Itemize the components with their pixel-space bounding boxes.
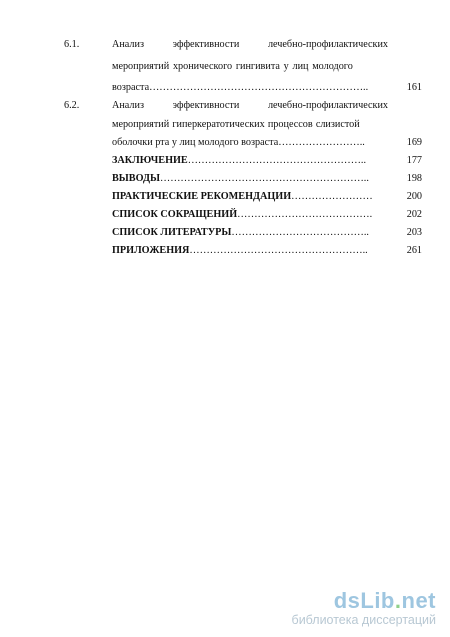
entry-line-3: оболочки рта у лиц молодого возраста…………………….. bbox=[112, 137, 365, 148]
entry-title: ПРИЛОЖЕНИЯ bbox=[112, 245, 190, 256]
page-number: 203 bbox=[406, 227, 422, 238]
page-number: 198 bbox=[406, 173, 422, 184]
toc-entry-recommendations[interactable] bbox=[112, 188, 388, 206]
entry-title: СПИСОК ЛИТЕРАТУРЫ bbox=[112, 227, 232, 238]
section-number: 6.2. bbox=[64, 100, 80, 111]
section-number: 6.1. bbox=[64, 39, 80, 50]
dot-leader: …………………………………………….. bbox=[189, 245, 368, 256]
entry-line-1 bbox=[112, 36, 388, 54]
entry-title: ВЫВОДЫ bbox=[112, 173, 161, 184]
page-number: 161 bbox=[406, 82, 422, 93]
dot-leader: …………………………………. bbox=[237, 209, 373, 220]
watermark-subtitle: библиотека диссертаций bbox=[291, 613, 436, 627]
toc-entry-literature[interactable] bbox=[112, 224, 388, 242]
toc-entry-abbreviations[interactable] bbox=[112, 206, 388, 224]
dot-leader: ………………………………….. bbox=[231, 227, 369, 238]
entry-word: эффективности bbox=[172, 100, 240, 111]
page-number: 169 bbox=[406, 137, 422, 148]
entry-word: Анализ bbox=[112, 39, 144, 50]
entry-word: лечебно-профилактических bbox=[267, 100, 388, 111]
page-number: 177 bbox=[406, 155, 422, 166]
dslib-watermark bbox=[266, 589, 436, 627]
toc-entry-appendices[interactable] bbox=[112, 242, 388, 260]
dot-leader: …………………… bbox=[291, 191, 373, 202]
logo-dot: . bbox=[394, 588, 402, 613]
entry-line-2: мероприятий хронического гингивита у лиц молодого bbox=[112, 61, 353, 72]
page-number: 202 bbox=[406, 209, 422, 220]
toc-entry-conclusion[interactable] bbox=[112, 152, 388, 170]
entry-title: ПРАКТИЧЕСКИЕ РЕКОМЕНДАЦИИ bbox=[112, 191, 292, 202]
entry-line-1 bbox=[112, 97, 388, 115]
watermark-logo bbox=[266, 589, 436, 613]
entry-word: эффективности bbox=[172, 39, 240, 50]
entry-word: лечебно-профилактических bbox=[267, 39, 388, 50]
entry-line-3: возраста……………………………………………………….. bbox=[112, 82, 369, 93]
logo-main: dsLib bbox=[333, 588, 395, 613]
page-number: 200 bbox=[406, 191, 422, 202]
dot-leader: …………………………………………………….. bbox=[160, 173, 369, 184]
entry-word: Анализ bbox=[112, 100, 144, 111]
logo-tld: net bbox=[401, 588, 436, 613]
entry-title: ЗАКЛЮЧЕНИЕ bbox=[112, 155, 188, 166]
dot-leader: …………………………………………….. bbox=[187, 155, 366, 166]
entry-line-2: мероприятий гиперкератотических процессов слизистой bbox=[112, 119, 360, 130]
toc-entry-findings[interactable] bbox=[112, 170, 388, 188]
page-number: 261 bbox=[406, 245, 422, 256]
entry-title: СПИСОК СОКРАЩЕНИЙ bbox=[112, 209, 238, 220]
